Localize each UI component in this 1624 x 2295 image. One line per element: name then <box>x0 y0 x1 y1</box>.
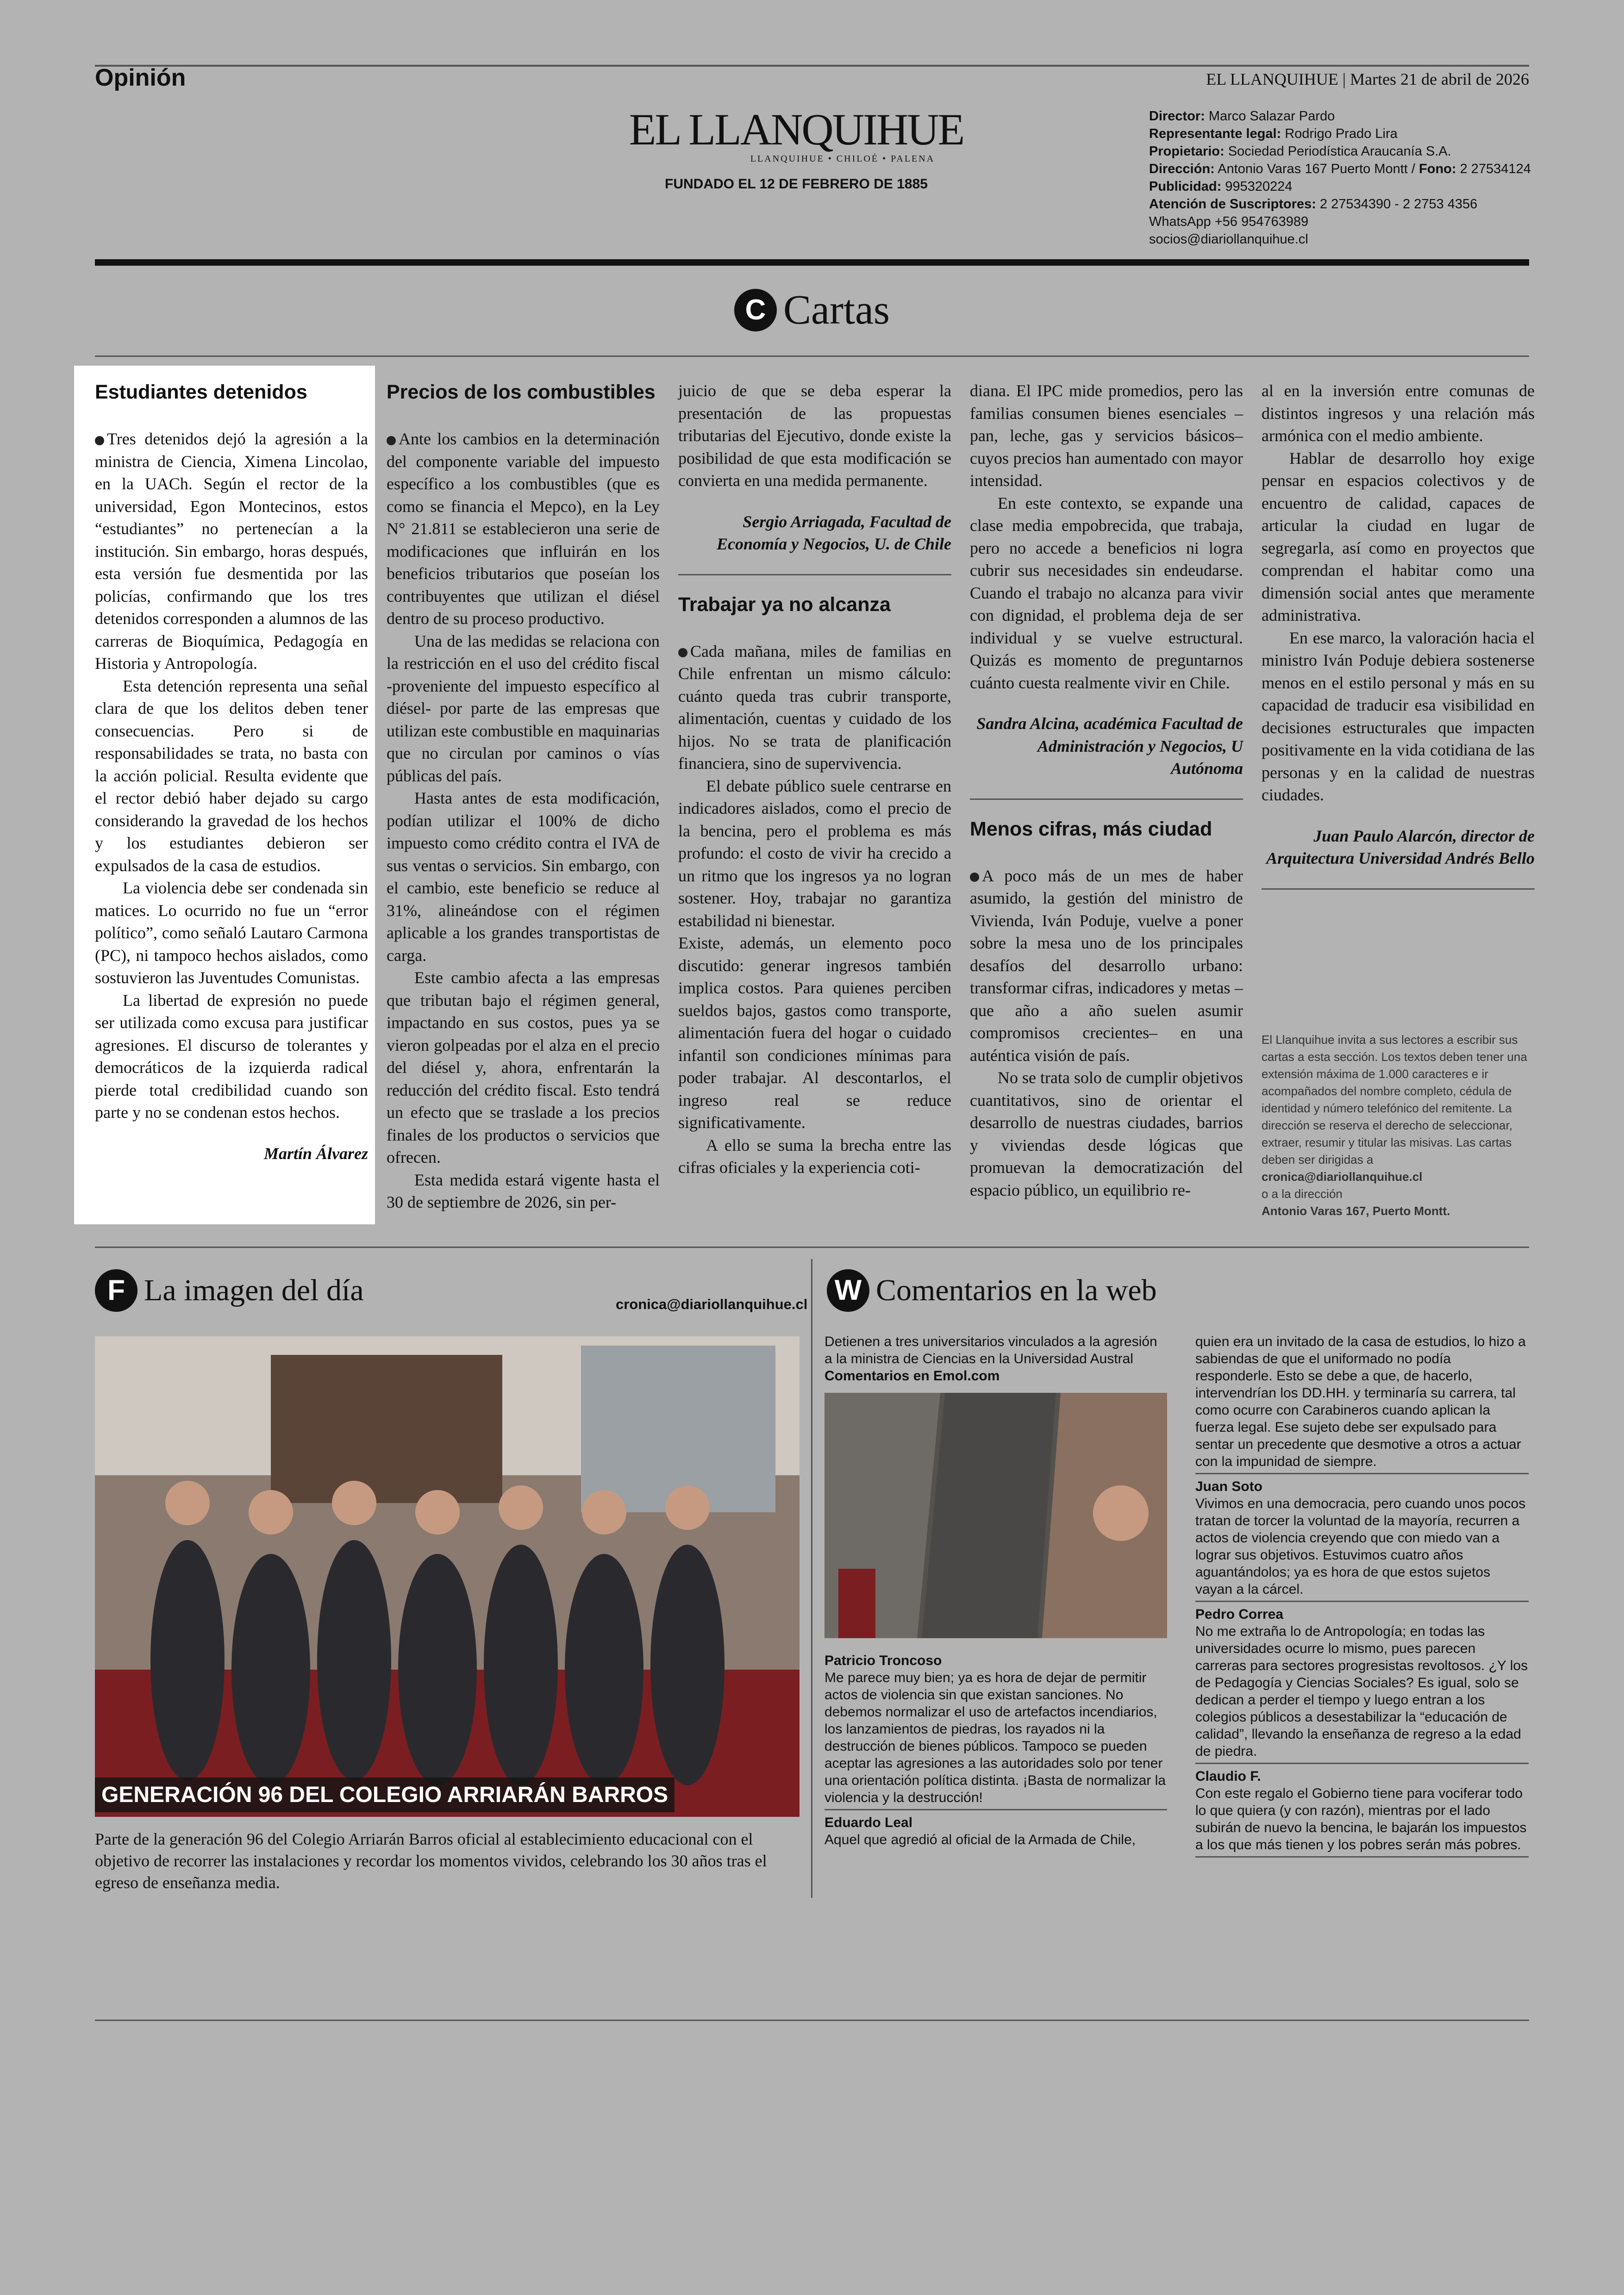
letter-title: Precios de los combustibles <box>387 381 656 403</box>
letter-signature: Juan Paulo Alarcón, director de Arquitectura Universidad Andrés Bello <box>1266 826 1535 867</box>
comment-text: Me parece muy bien; ya es hora de dejar de permitir actos de violencia sin que existan sanciones. No debemos normalizar el uso de artefactos incendiarios, los lanzamientos de piedras, los rayados ni la destrucción de bienes públicos. Tampoco se pueden aceptar las agresiones a las autoridades solo por tener una orientación política distinta. ¡Basta de normalizar la violencia y la destrucción! <box>824 1670 1166 1805</box>
web-photo <box>824 1393 1167 1638</box>
letter-paragraph: Ante los cambios en la determinación del componente variable del impuesto específico a los combustibles (que es como se financia el Mepco), en la Ley N° 21.811 se establecieron una serie de modificaciones que influirán en los beneficios tributarios que poseían los contribuyentes que utilizan el diésel dentro de su proceso productivo. <box>387 430 660 628</box>
letter-signature: Sergio Arriagada, Facultad de Economía y Negocios, U. de Chile <box>717 512 951 553</box>
page-bottom-rule <box>95 2020 1529 2021</box>
comment-text: quien era un invitado de la casa de estudios, lo hizo a sabiendas de que el uniformado no podía responderle. Esto se debe a que, de hacerlo, intervendrían los DD.HH. y terminaría su carrera, tal como ocurre con Carabineros cuando aplican la fuerza legal. Ese sujeto debe ser expulsado para sentar un precedente que desmotive a otros a actuar con la impunidad de siempre. <box>1195 1334 1526 1469</box>
bullet-icon <box>970 873 979 882</box>
staff-line: Publicidad: 995320224 <box>1149 179 1293 194</box>
letter-paragraph: Existe, además, un elemento poco discutido: generar ingresos también implica costos. Para quienes perciben sueldos bajos, gastos como transporte, alimentación fuera del hogar o cuidado infantil son condiciones mínimas para poder trabajar. Al descontarlos, el ingreso real se reduce significativamente. <box>678 934 951 1132</box>
letter-column-5 <box>1262 380 1535 906</box>
invite-text: El Llanquihue invita a sus lectores a escribir sus cartas a esta sección. Los textos deben tener una extensión máxima de 1.000 caracteres e ir acompañados del nombre completo, cédula de identidad y número telefónico del remitente. La dirección se reserva el derecho de seleccionar, extraer, resumir y titular las misivas. Las cartas deben ser dirigidas a <box>1262 1033 1527 1166</box>
letter-paragraph: La violencia debe ser condenada sin matices. Lo ocurrido no fue un “error político”, como señaló Lautaro Carmona (PC), ni tampoco hechos aislados, como sostuvieron las Juventudes Comunistas. <box>95 879 368 987</box>
section-title-text: Cartas <box>783 287 890 333</box>
letter-paragraph: juicio de que se deba esperar la presentación de las propuestas tributarias del Ejecutivo, donde existe la posibilidad de que esta modificación se convierta en una medida permanente. <box>678 381 951 490</box>
bullet-icon <box>387 436 396 445</box>
section-rule <box>95 355 1529 357</box>
vertical-divider <box>811 1259 812 1898</box>
comment-author: Patricio Troncoso <box>824 1653 942 1668</box>
letter-card-highlighted <box>74 366 375 1224</box>
group-photo-illustration <box>95 1336 800 1817</box>
letter-paragraph: La libertad de expresión no puede ser utilizada como excusa para justificar agresiones. El discurso de tolerantes y democráticos de la izquierda radical pierde total credibilidad cuando son parte y no se condenan estos hechos. <box>95 991 368 1122</box>
imagen-header <box>95 1269 364 1312</box>
bullet-icon <box>95 436 104 445</box>
masthead-name: EL LLANQUIHUE <box>629 105 964 154</box>
letter-signature: Sandra Alcina, académica Facultad de Administración y Negocios, U Autónoma <box>976 714 1243 778</box>
masthead <box>602 107 991 192</box>
staff-line: Dirección: Antonio Varas 167 Puerto Montt / Fono: 2 27534124 <box>1149 162 1531 176</box>
letter-paragraph: En ese marco, la valoración hacia el ministro Iván Poduje debiera sostenerse menos en el estilo personal y más en su capacidad de traducir esa visibilidad en decisiones estructurales que impacten positivamente en la vida cotidiana de las personas y en la calidad de nuestras ciudades. <box>1262 628 1535 804</box>
letter-paragraph: En este contexto, se expande una clase media empobrecida, que trabaja, pero no accede a beneficios ni logra cubrir sus necesidades sin endeudarse. Cuando el trabajo no alcanza para vivir con dignidad, el problema deja de ser individual y se vuelve estructural. Quizás es momento de preguntarnos cuánto cuesta realmente vivir en Chile. <box>970 493 1243 692</box>
letter-paragraph: Cada mañana, miles de familias en Chile enfrentan un mismo cálculo: cuánto queda tras cubrir transporte, alimentación, cuentas y cuidado de los hijos. No se trata de planificación financiera, sino de supervivencia. <box>678 642 951 773</box>
bullet-icon <box>678 648 687 657</box>
letter-paragraph: Una de las medidas se relaciona con la restricción en el uso del crédito fiscal -proveniente del impuesto específico al diésel- por parte de las empresas que utilizan este combustible en maquinarias que no circulan por caminos o vías públicas del país. <box>387 631 660 785</box>
imagen-badge: F <box>95 1269 137 1312</box>
letter-title: Menos cifras, más ciudad <box>970 817 1212 840</box>
letter-paragraph: Hablar de desarrollo hoy exige pensar en espacios colectivos y de encuentro de calidad, capaces de articular la ciudad en lugar de segregarla, así como en proyectos que comprendan el habitar como una dimensión social antes que meramente administrativa. <box>1262 449 1535 624</box>
comment-separator <box>1195 1473 1529 1474</box>
dateline: EL LLANQUIHUE | Martes 21 de abril de 2026 <box>1206 70 1529 88</box>
letter-paragraph: al en la inversión entre comunas de distintos ingresos y una relación más armónica con el medio ambiente. <box>1262 381 1535 445</box>
header-thick-rule <box>95 259 1529 266</box>
comment-text: Con este regalo el Gobierno tiene para vociferar todo lo que quiera (y con razón), mientras por el lado subirán de nuevo la bencina, le bajarán los impuestos a los que más tienen y los pobres serán más pobres. <box>1195 1786 1527 1852</box>
group-photo <box>95 1336 800 1817</box>
top-rule <box>95 65 1529 67</box>
comment-author: Claudio F. <box>1195 1769 1261 1784</box>
staff-box <box>1149 107 1533 248</box>
letter-paragraph: Esta medida estará vigente hasta el 30 de septiembre de 2026, sin per- <box>387 1170 660 1211</box>
staff-line: WhatsApp +56 954763989 <box>1149 214 1309 229</box>
letter-signature: Martín Álvarez <box>263 1144 368 1163</box>
comment-separator <box>1195 1763 1529 1764</box>
web-column-left <box>824 1333 1167 1848</box>
letter-divider <box>1262 888 1535 890</box>
masthead-subtitle: LLANQUIHUE • CHILOÉ • PALENA <box>750 154 935 164</box>
web-title: Comentarios en la web <box>876 1273 1157 1307</box>
founded-line: FUNDADO EL 12 DE FEBRERO DE 1885 <box>665 176 928 192</box>
photo-caption: Parte de la generación 96 del Colegio Arriarán Barros oficial al establecimiento educacional con el objetivo de recorrer las instalaciones y recordar los momentos vividos, celebrando los 30 años tras el egreso de enseñanza media. <box>95 1830 767 1892</box>
section-title <box>0 286 1624 334</box>
comment-separator <box>824 1809 1167 1810</box>
web-badge: W <box>827 1269 869 1312</box>
comment-author: Eduardo Leal <box>824 1815 913 1830</box>
staff-line: Director: Marco Salazar Pardo <box>1149 109 1335 124</box>
imagen-email[interactable]: cronica@diariollanquihue.cl <box>616 1296 808 1312</box>
staff-line: Propietario: Sociedad Periodística Araucanía S.A. <box>1149 144 1451 159</box>
section-bottom-rule <box>95 1247 1529 1248</box>
invite-or: o a la dirección <box>1262 1187 1343 1201</box>
invite-box <box>1262 1031 1530 1220</box>
letter-column-2 <box>387 380 660 1214</box>
letter-paragraph: Tres detenidos dejó la agresión a la ministra de Ciencia, Ximena Lincolao, en la UACh. Según el rector de la universidad, Egon Montecinos, estos “estudiantes” no pertenecían a la institución. Sin embargo, horas después, esta versión fue desmentida por las policías, confirmando que los tres detenidos corresponden a alumnos de las carreras de Bioquímica, Pedagogía en Historia y Antropología. <box>95 430 368 673</box>
staff-line: socios@diariollanquihue.cl <box>1149 232 1308 247</box>
web-source[interactable]: Comentarios en Emol.com <box>824 1368 1000 1384</box>
letter-paragraph: diana. El IPC mide promedios, pero las familias consumen bienes esenciales –pan, leche, gas y servicios básicos– cuyos precios han aumentado con mayor intensidad. <box>970 381 1243 490</box>
letter-title: Estudiantes detenidos <box>95 381 307 403</box>
comment-separator <box>1195 1601 1529 1602</box>
letter-paragraph: A poco más de un mes de haber asumido, la gestión del ministro de Vivienda, Iván Poduje, vuelve a poner sobre la mesa uno de los principales desafíos del desarrollo urbano: transformar cifras, indicadores y metas –que año a año suelen asumir compromisos crecientes– en una auténtica visión de país. <box>970 866 1243 1065</box>
letter-paragraph: El debate público suele centrarse en indicadores aislados, como el precio de la bencina, pero el problema es más profundo: el costo de vivir ha crecido a un ritmo que los ingresos ya no logran sostener. Hoy, trabajar no garantiza estabilidad ni bienestar. <box>678 776 951 930</box>
letter-paragraph: Este cambio afecta a las empresas que tributan bajo el régimen general, impactando en sus costos, pues ya se vieron golpeadas por el alza en el precio del diésel y, ahora, enfrentarán la reducción del crédito fiscal. Esto tendrá un efecto que se traslade a los precios finales de los productos o servicios que ofrecen. <box>387 968 660 1166</box>
comment-text: Vivimos en una democracia, pero cuando unos pocos tratan de torcer la voluntad de la mayoría, recurren a actos de violencia creyendo que con miedo van a lograr sus objetivos. Estuvimos cuatro años aguantándolos; ya es hora de que estos sujetos vayan a la cárcel. <box>1195 1496 1526 1597</box>
letter-column-4 <box>970 380 1243 1201</box>
imagen-title: La imagen del día <box>144 1273 364 1307</box>
comment-text: No me extraña lo de Antropología; en todas las universidades ocurre lo mismo, pues parecen carreras para sectores progresistas revoltosos. ¿Y los de Pedagogía y Ciencias Sociales? Es igual, solo se dedican a perder el tiempo y luego entran a los colegios públicos a desestabilizar la “educación de calidad”, llevando la enseñanza de regreso a la edad de piedra. <box>1195 1624 1528 1759</box>
web-column-right <box>1195 1333 1529 1860</box>
letter-divider <box>970 798 1243 800</box>
web-photo-illustration <box>824 1393 1167 1638</box>
letter-paragraph: No se trata solo de cumplir objetivos cuantitativos, sino de orientar el desarrollo de nuestras ciudades, barrios y viviendas desde lógicas que promuevan la democratización del espacio público, un equilibrio re- <box>970 1068 1243 1199</box>
staff-line: Atención de Suscriptores: 2 27534390 - 2 2753 4356 <box>1149 197 1478 212</box>
comment-author: Juan Soto <box>1195 1479 1263 1494</box>
comment-author: Pedro Correa <box>1195 1607 1284 1622</box>
letter-divider <box>678 574 951 575</box>
letter-column-3 <box>678 380 951 1179</box>
photo-title: GENERACIÓN 96 DEL COLEGIO ARRIARÁN BARROS <box>95 1777 675 1812</box>
invite-email[interactable]: cronica@diariollanquihue.cl <box>1262 1170 1423 1184</box>
invite-address: Antonio Varas 167, Puerto Montt. <box>1262 1204 1450 1218</box>
comment-separator <box>1195 1856 1529 1858</box>
section-badge: C <box>734 289 777 331</box>
letter-title: Trabajar ya no alcanza <box>678 593 891 616</box>
letter-paragraph: Hasta antes de esta modificación, podían utilizar el 100% de dicho impuesto como crédito contra el IVA de sus ventas o servicios. Sin embargo, con el cambio, este beneficio se reduce al 31%, alineándose con el régimen aplicable a los grandes transportistas de carga. <box>387 789 660 965</box>
comment-text: Aquel que agredió al oficial de la Armada de Chile, <box>824 1832 1136 1847</box>
letter-paragraph: A ello se suma la brecha entre las cifras oficiales y la experiencia coti- <box>678 1135 951 1177</box>
staff-line: Representante legal: Rodrigo Prado Lira <box>1149 126 1398 141</box>
web-headline: Detienen a tres universitarios vinculados a la agresión a la ministra de Ciencias en la Universidad Austral <box>824 1334 1157 1366</box>
web-header <box>827 1269 1157 1312</box>
section-label: Opinión <box>95 64 186 91</box>
letter-paragraph: Esta detención representa una señal clara de que los delitos deben tener consecuencias. Pero si de responsabilidades se trata, no basta con la acción policial. Resulta evidente que el rector debió haber dejado su cargo considerando la gravedad de los hechos y los estudiantes debieron ser expulsados de la casa de estudios. <box>95 676 368 875</box>
